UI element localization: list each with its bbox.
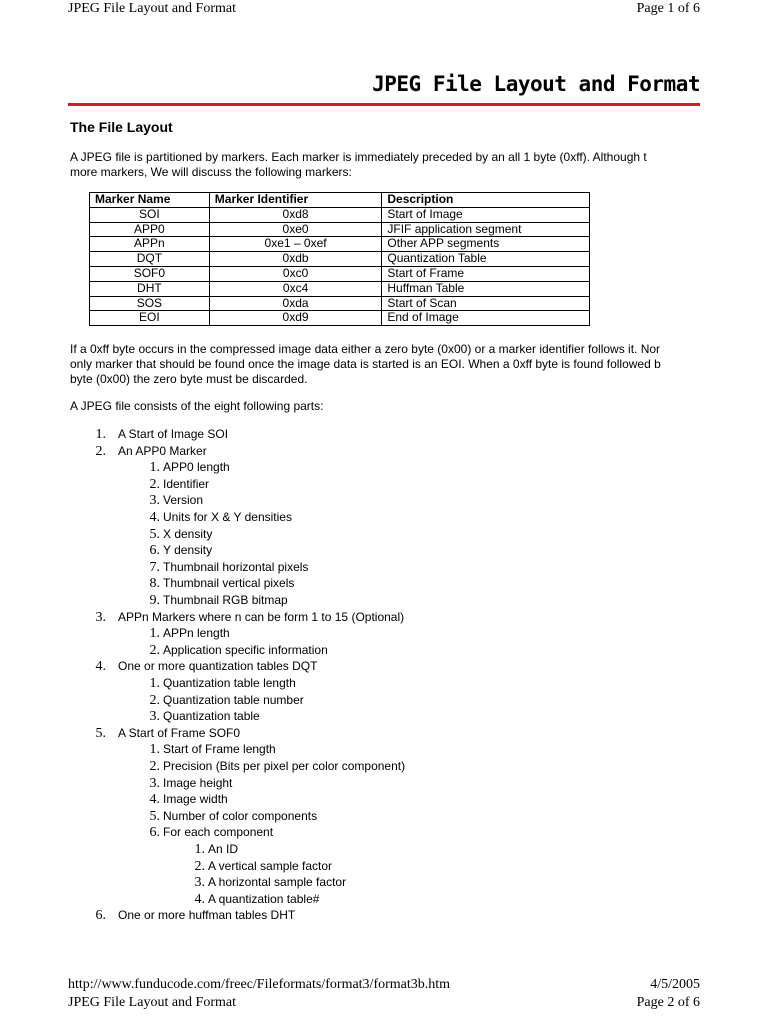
marker-description-cell: Start of Scan (382, 296, 590, 311)
list-number: 4. (149, 792, 160, 808)
next-page-header-page: Page 2 of 6 (636, 995, 700, 1010)
running-header-page: Page 1 of 6 (636, 1, 700, 16)
document-title: JPEG File Layout and Format (372, 72, 700, 96)
list-number: 1. (149, 676, 160, 691)
paragraph-line: If a 0xff byte occurs in the compressed image data either a zero byte (0x00) or a marker identifier follows it. Nor (70, 342, 661, 356)
list-number: 2. (149, 692, 160, 708)
list-text: One or more huffman tables DHT (118, 908, 296, 923)
list-number: 4. (194, 891, 205, 907)
list-number: 8. (149, 576, 160, 592)
list-number: 1. (149, 460, 160, 476)
list-text: A Start of Image SOI (118, 427, 229, 441)
marker-identifier-cell: 0xe0 (209, 222, 382, 237)
list-text: Identifier (163, 476, 210, 491)
footer-url: http://www.funducode.com/freec/Fileformats/format3/format3b.htm (68, 977, 451, 992)
list-number: 2. (149, 642, 160, 658)
list-text: APPn length (163, 626, 230, 641)
list-number: 2. (194, 858, 205, 874)
list-text: Image height (163, 775, 233, 790)
list-number: 1. (95, 427, 106, 442)
list-text: Quantization table number (163, 692, 304, 707)
column-header: Marker Identifier (209, 193, 382, 208)
marker-identifier-cell: 0xdb (209, 252, 382, 267)
intro-line: more markers, We will discuss the following markers: (70, 165, 352, 179)
list-text: Thumbnail RGB bitmap (163, 593, 288, 607)
marker-description-cell: End of Image (382, 311, 590, 326)
list-text: For each component (163, 825, 274, 840)
list-text: Thumbnail vertical pixels (163, 576, 295, 591)
list-text: APP0 length (163, 460, 230, 475)
list-number: 6. (149, 543, 160, 559)
marker-name-cell: APP0 (90, 222, 210, 237)
list-text: Quantization table (163, 709, 260, 724)
list-number: 3. (194, 875, 205, 891)
section-heading: The File Layout (70, 119, 173, 135)
list-text: A Start of Frame SOF0 (118, 725, 241, 740)
marker-description-cell: Other APP segments (382, 237, 590, 252)
marker-description-cell: Huffman Table (382, 281, 590, 296)
marker-name-cell: DHT (90, 281, 210, 296)
marker-name-cell: APPn (90, 237, 210, 252)
list-number: 3. (149, 709, 160, 725)
list-number: 4. (95, 659, 106, 675)
list-text: An ID (208, 842, 239, 856)
marker-identifier-cell: 0xc0 (209, 266, 382, 281)
marker-name-cell: SOI (90, 207, 210, 222)
list-number: 1. (149, 742, 160, 758)
list-number: 9. (149, 593, 160, 608)
list-text: Start of Frame length (163, 742, 276, 757)
marker-identifier-cell: 0xda (209, 296, 382, 311)
list-text: Y density (163, 543, 213, 558)
column-header: Description (382, 193, 590, 208)
list-text: A vertical sample factor (208, 858, 333, 873)
list-text: X density (163, 526, 213, 541)
list-number: 3. (149, 493, 160, 509)
marker-name-cell: DQT (90, 252, 210, 267)
paragraph-line: only marker that should be found once the image data is started is an EOI. When a 0xff byte is found followed b (70, 357, 661, 371)
list-text: Image width (163, 792, 228, 807)
list-text: Version (163, 493, 204, 508)
list-number: 6. (95, 908, 106, 924)
list-text: Units for X & Y densities (163, 510, 292, 524)
paragraph-line: byte (0x00) the zero byte must be discarded. (70, 372, 308, 386)
list-number: 6. (149, 825, 160, 841)
marker-name-cell: SOF0 (90, 266, 210, 281)
list-number: 7. (149, 559, 160, 575)
list-number: 5. (149, 526, 160, 542)
list-number: 1. (194, 842, 205, 857)
marker-identifier-cell: 0xd9 (209, 311, 382, 326)
marker-description-cell: Start of Image (382, 207, 590, 222)
list-text: Thumbnail horizontal pixels (163, 559, 309, 574)
marker-name-cell: EOI (90, 311, 210, 326)
marker-description-cell: JFIF application segment (382, 222, 590, 237)
parts-intro: A JPEG file consists of the eight following parts: (70, 399, 324, 413)
list-text: Quantization table length (163, 676, 296, 690)
list-text: An APP0 Marker (118, 443, 207, 458)
list-number: 2. (149, 476, 160, 492)
list-number: 1. (149, 626, 160, 642)
marker-description-cell: Start of Frame (382, 266, 590, 281)
list-text: Number of color components (163, 808, 318, 823)
list-number: 3. (149, 775, 160, 791)
marker-name-cell: SOS (90, 296, 210, 311)
list-text: A quantization table# (208, 891, 320, 906)
list-text: Precision (Bits per pixel per color component) (163, 759, 406, 773)
list-number: 3. (95, 609, 106, 625)
list-text: Application specific information (163, 642, 328, 657)
intro-line: A JPEG file is partitioned by markers. Each marker is immediately preceded by an all 1 byte (0xff). Although t (70, 150, 647, 164)
marker-identifier-cell: 0xc4 (209, 281, 382, 296)
marker-identifier-cell: 0xe1 – 0xef (209, 237, 382, 252)
next-page-header-title: JPEG File Layout and Format (68, 995, 236, 1010)
list-text: One or more quantization tables DQT (118, 659, 318, 674)
list-number: 5. (95, 725, 106, 741)
running-header-title: JPEG File Layout and Format (68, 1, 236, 16)
list-number: 2. (149, 759, 160, 774)
list-text: APPn Markers where n can be form 1 to 15 (Optional) (118, 609, 405, 624)
list-number: 2. (95, 443, 106, 459)
list-number: 4. (149, 510, 160, 525)
list-number: 5. (149, 808, 160, 824)
column-header: Marker Name (90, 193, 210, 208)
marker-identifier-cell: 0xd8 (209, 207, 382, 222)
footer-date: 4/5/2005 (650, 977, 700, 992)
list-text: A horizontal sample factor (208, 875, 347, 890)
marker-description-cell: Quantization Table (382, 252, 590, 267)
